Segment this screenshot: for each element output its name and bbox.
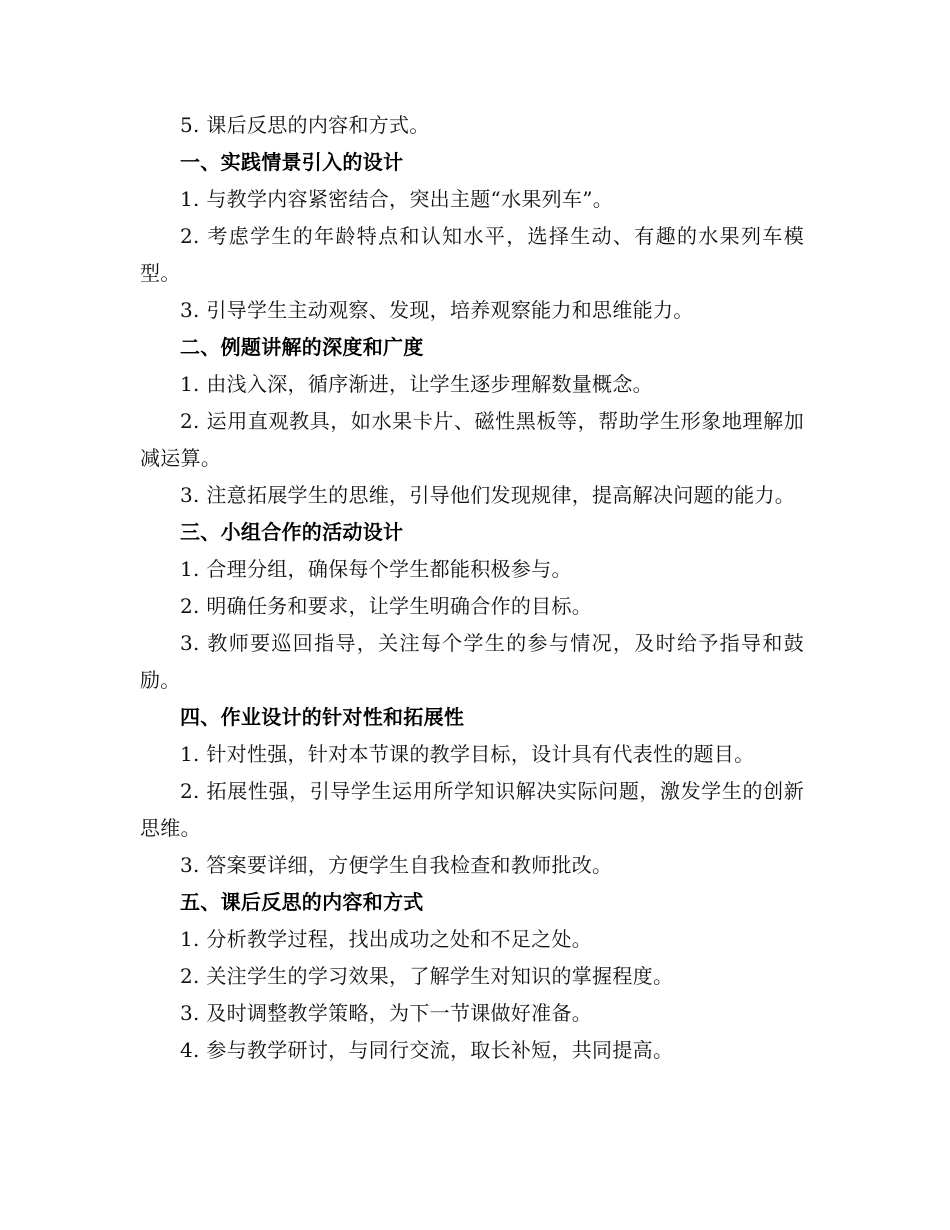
list-item: 3. 及时调整教学策略，为下一节课做好准备。 [180,1001,593,1025]
document-body [140,107,804,1069]
section-heading: 二、例题讲解的深度和广度 [180,335,424,359]
list-item: 2. 运用直观教具，如水果卡片、磁性黑板等，帮助学生形象地理解加减运算。 [140,409,804,470]
list-item: 2. 明确任务和要求，让学生明确合作的目标。 [180,594,593,618]
list-item: 2. 拓展性强，引导学生运用所学知识解决实际问题，激发学生的创新思维。 [140,779,804,840]
list-item: 3. 注意拓展学生的思维，引导他们发现规律，提高解决问题的能力。 [180,483,796,507]
section-heading: 四、作业设计的针对性和拓展性 [180,705,465,729]
list-item: 3. 引导学生主动观察、发现，培养观察能力和思维能力。 [180,298,694,322]
list-item: 1. 分析教学过程，找出成功之处和不足之处。 [180,927,593,951]
list-item: 1. 合理分组，确保每个学生都能积极参与。 [180,557,572,581]
list-item: 2. 考虑学生的年龄特点和认知水平，选择生动、有趣的水果列车模型。 [140,224,804,285]
list-item: 1. 由浅入深，循序渐进，让学生逐步理解数量概念。 [180,372,653,396]
list-item: 3. 教师要巡回指导，关注每个学生的参与情况，及时给予指导和鼓励。 [140,631,804,692]
list-item: 1. 针对性强，针对本节课的教学目标，设计具有代表性的题目。 [180,742,755,766]
section-heading: 三、小组合作的活动设计 [180,520,404,544]
list-item: 1. 与教学内容紧密结合，突出主题“水果列车”。 [180,187,614,211]
list-item: 4. 参与教学研讨，与同行交流，取长补短，共同提高。 [180,1038,674,1062]
section-heading: 一、实践情景引入的设计 [180,150,404,174]
section-heading: 五、课后反思的内容和方式 [180,890,424,914]
list-item: 3. 答案要详细，方便学生自我检查和教师批改。 [180,853,613,877]
list-item: 2. 关注学生的学习效果，了解学生对知识的掌握程度。 [180,964,674,988]
list-item: 5. 课后反思的内容和方式。 [180,113,430,137]
